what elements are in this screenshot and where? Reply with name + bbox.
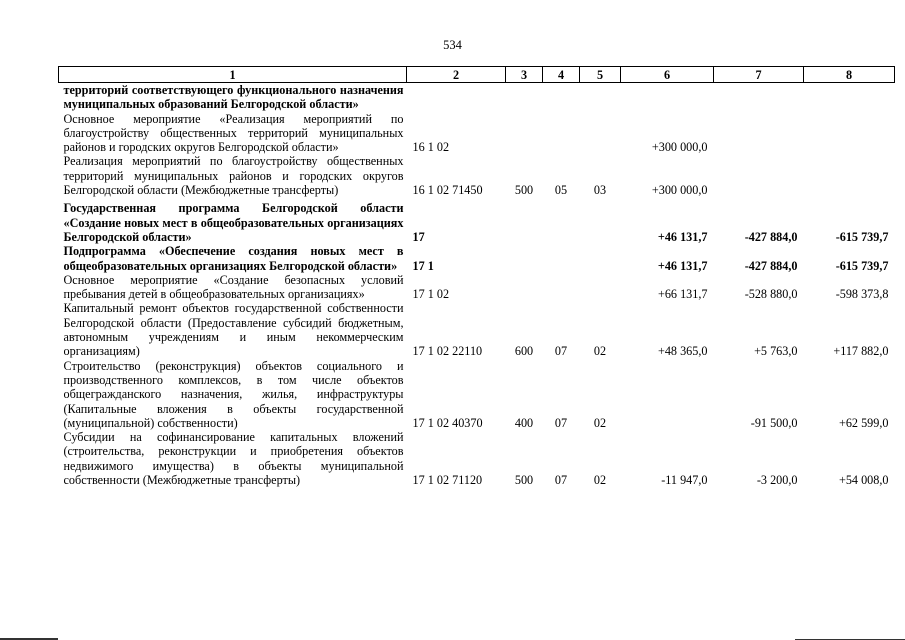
row-description: Капитальный ремонт объектов государственной собственности Белгородской области (Предоставление субсидий бюджетным, автономным учреждениям и иным некоммерческим организациям) xyxy=(63,301,404,359)
row-col4: 05 xyxy=(554,183,568,198)
row-col3: 500 xyxy=(514,473,534,488)
row-col8 xyxy=(804,112,895,155)
row-col5: 03 xyxy=(593,183,607,198)
row-col4: 07 xyxy=(554,473,568,488)
row-col6: -11 947,0 xyxy=(661,473,708,488)
table-row xyxy=(59,273,895,302)
column-header: 1 xyxy=(59,67,407,83)
row-col7 xyxy=(714,154,804,197)
row-code: 17 1 xyxy=(412,258,434,273)
row-col7 xyxy=(714,112,804,155)
table-row xyxy=(59,201,895,244)
row-description: Подпрограмма «Обеспечение создания новых мест в общеобразовательных организациях Белгородской области» xyxy=(63,244,404,273)
row-col7 xyxy=(714,83,804,112)
row-col5 xyxy=(580,273,621,302)
table-row xyxy=(59,430,895,487)
row-description: Основное мероприятие «Создание безопасных условий пребывания детей в общеобразовательных организациях» xyxy=(63,272,404,302)
row-col7: -3 200,0 xyxy=(756,473,798,488)
row-col5 xyxy=(580,112,621,155)
row-col7: +5 763,0 xyxy=(754,344,798,359)
row-col4: 07 xyxy=(554,415,568,430)
row-code xyxy=(407,83,506,112)
row-col3 xyxy=(506,244,543,273)
row-col8 xyxy=(804,83,895,112)
row-col3: 600 xyxy=(514,344,534,359)
row-col3: 500 xyxy=(514,183,534,198)
row-col8: +117 882,0 xyxy=(833,344,889,359)
row-col6: +66 131,7 xyxy=(657,287,708,302)
row-code: 17 xyxy=(412,229,425,244)
row-col8: -615 739,7 xyxy=(835,258,889,273)
row-col4 xyxy=(543,112,580,155)
table-row xyxy=(59,244,895,273)
row-col3 xyxy=(506,112,543,155)
row-col6: +300 000,0 xyxy=(651,140,708,155)
row-col8 xyxy=(804,154,895,197)
row-code: 16 1 02 71450 xyxy=(412,183,483,198)
row-col8: -598 373,8 xyxy=(835,287,889,302)
table-row xyxy=(59,154,895,197)
row-description: Реализация мероприятий по благоустройству общественных территорий муниципальных районов и городских округов Белгородской области (Межбюджетные трансферты) xyxy=(63,154,404,198)
row-col5: 02 xyxy=(593,344,607,359)
row-code: 17 1 02 40370 xyxy=(412,415,483,430)
row-col5 xyxy=(580,244,621,273)
column-header: 6 xyxy=(621,67,714,83)
row-col6: +48 365,0 xyxy=(657,344,708,359)
row-col5: 02 xyxy=(593,415,607,430)
table-row xyxy=(59,301,895,358)
row-col5: 02 xyxy=(593,473,607,488)
row-col8: -615 739,7 xyxy=(835,229,889,244)
budget-table xyxy=(58,66,895,487)
row-description: Субсидии на софинансирование капитальных вложений (строительства, реконструкции и приобретения объектов недвижимого имущества) в объекты муниципальной собственности (Межбюджетные трансферты) xyxy=(63,430,404,488)
table-row xyxy=(59,359,895,430)
row-col3 xyxy=(506,273,543,302)
column-header: 7 xyxy=(714,67,804,83)
row-description: территорий соответствующего функционального назначения муниципальных образований Белгородской области» xyxy=(63,83,404,112)
row-description: Основное мероприятие «Реализация мероприятий по благоустройству общественных территорий муниципальных районов и городских округов Белгородской области» xyxy=(63,111,404,155)
column-header: 5 xyxy=(580,67,621,83)
table-row xyxy=(59,112,895,155)
row-description: Строительство (реконструкция) объектов социального и производственного комплексов, в том числе объектов общегражданского назначения, жилья, инфраструктуры (Капитальные вложения в объекты государственной (муниципальной) собственности) xyxy=(63,358,404,430)
row-col6: +46 131,7 xyxy=(657,258,708,273)
row-code: 17 1 02 71120 xyxy=(412,473,483,488)
row-col4 xyxy=(543,273,580,302)
column-header: 4 xyxy=(543,67,580,83)
row-col3 xyxy=(506,201,543,244)
row-code: 17 1 02 xyxy=(412,287,450,302)
row-col3 xyxy=(506,83,543,112)
row-col7: -91 500,0 xyxy=(750,415,798,430)
row-col7: -528 880,0 xyxy=(744,287,798,302)
row-col4 xyxy=(543,244,580,273)
row-code: 16 1 02 xyxy=(412,140,450,155)
row-col7: -427 884,0 xyxy=(744,258,798,273)
row-description: Государственная программа Белгородской области «Создание новых мест в общеобразовательных организациях Белгородской области» xyxy=(63,201,404,244)
row-col6: +46 131,7 xyxy=(657,229,708,244)
row-col5 xyxy=(580,201,621,244)
table-header-row xyxy=(59,67,895,83)
row-col8: +54 008,0 xyxy=(838,473,889,488)
row-code: 17 1 02 22110 xyxy=(412,344,483,359)
column-header: 3 xyxy=(506,67,543,83)
row-col3: 400 xyxy=(514,415,534,430)
page-number: 534 xyxy=(443,38,462,52)
row-col4 xyxy=(543,201,580,244)
row-col6: +300 000,0 xyxy=(651,183,708,198)
row-col5 xyxy=(580,83,621,112)
row-col4 xyxy=(543,83,580,112)
table-row xyxy=(59,83,895,112)
row-col4: 07 xyxy=(554,344,568,359)
column-header: 8 xyxy=(804,67,895,83)
row-col6 xyxy=(621,83,714,112)
row-col7: -427 884,0 xyxy=(744,229,798,244)
row-col8: +62 599,0 xyxy=(838,415,889,430)
column-header: 2 xyxy=(407,67,506,83)
row-col6 xyxy=(621,359,714,430)
